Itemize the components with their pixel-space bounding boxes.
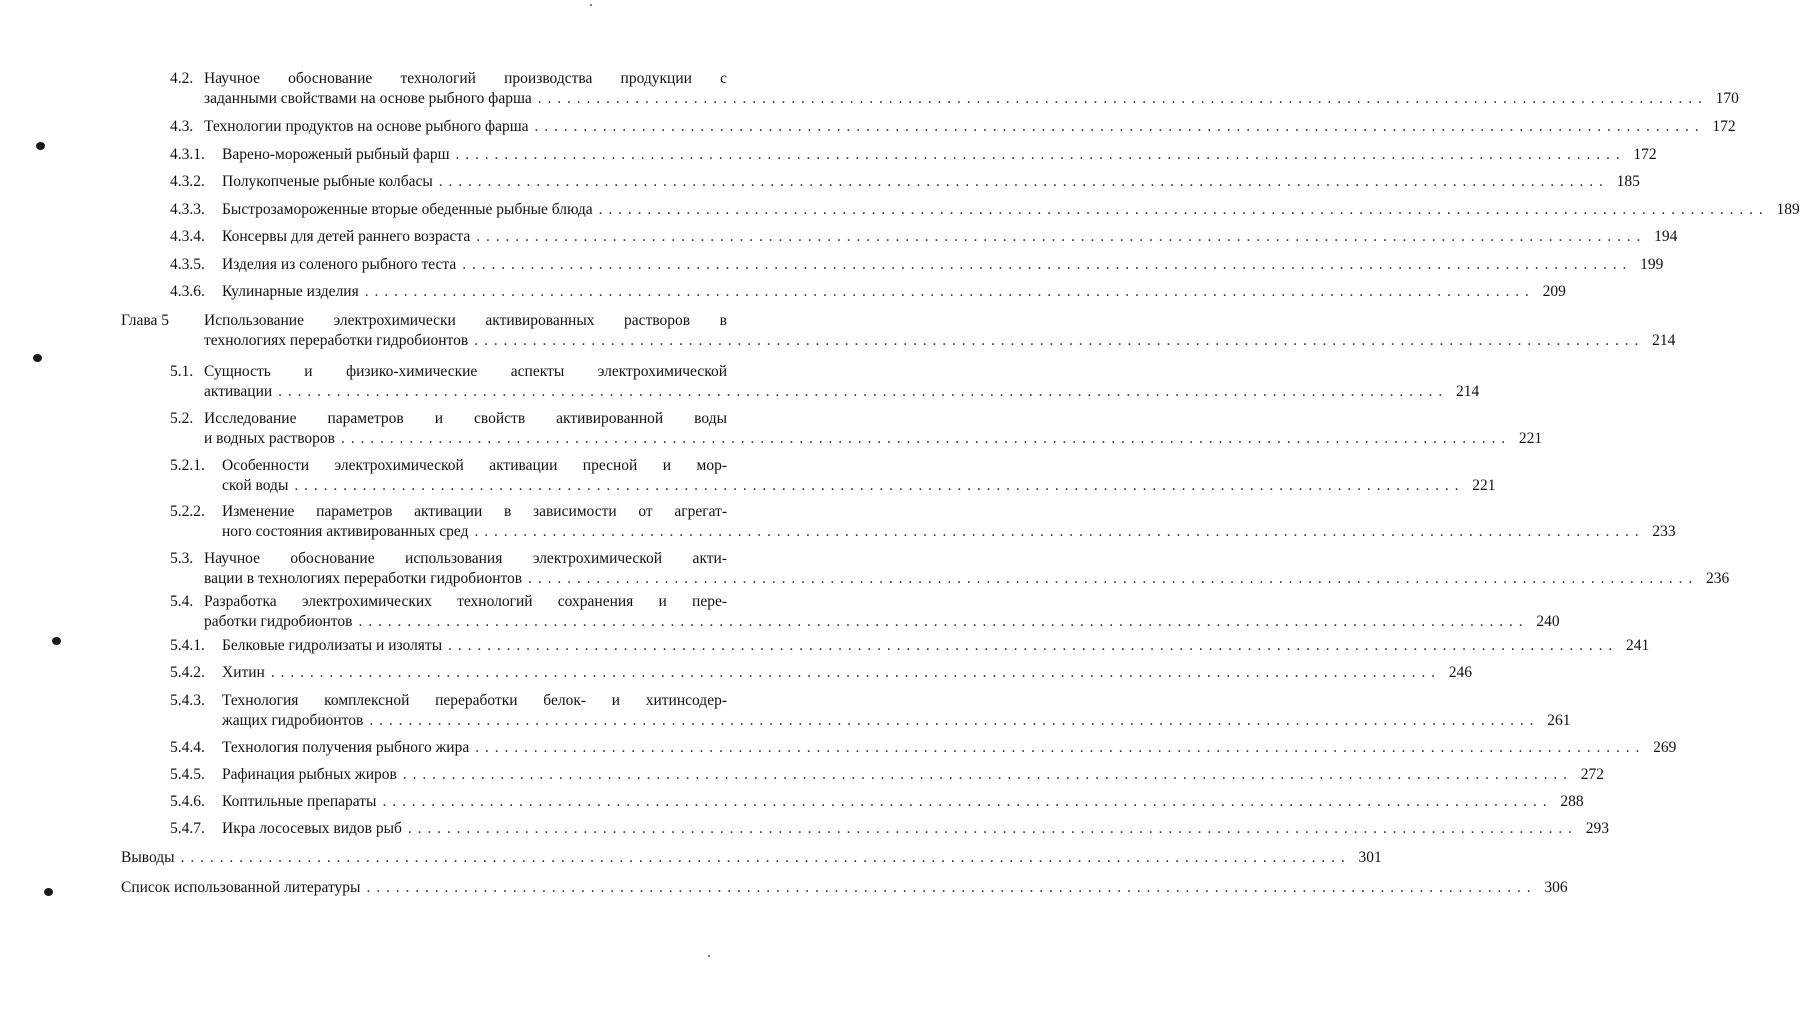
toc-entry-row: [204, 612, 1560, 632]
toc-entry-title-line: Сущность и физико-химические аспекты электрохимической: [204, 363, 727, 380]
toc-entry: [170, 549, 1730, 589]
dot-leader: . . . . . . . . . . . . . . . . . . . . . . . . . . . . . . . . . . . . . . . . . . . . . . . . . . . . . . . . . . . . . . . . . . . . . . . . . . . . . . . . . . . . . . . . . . . . . . . . . . . . . . . . . . . . . . . . . . . . . . . .: [407, 820, 1574, 837]
toc-entry-title: [121, 848, 1382, 868]
toc-entry-number: 5.4.2.: [170, 664, 205, 681]
toc-entry-row: [204, 569, 1730, 589]
toc-entry-title: [204, 409, 1543, 449]
toc-entry: [170, 592, 1560, 632]
page-number: 306: [1544, 879, 1568, 896]
page-number: 293: [1585, 820, 1610, 837]
toc-entry-row: [222, 522, 1676, 542]
page-number: 221: [1518, 430, 1543, 447]
toc-entry-number: 5.4.: [170, 593, 194, 610]
toc-entry-title: [222, 172, 1640, 192]
toc-entry-title: [222, 819, 1610, 839]
page-number: 172: [1633, 146, 1657, 163]
toc-entry-title: [222, 636, 1650, 656]
page-number: 209: [1542, 283, 1566, 300]
toc-entry-title: [222, 738, 1677, 758]
toc-entry-title-line: Изменение параметров активации в зависимости от агрегат-: [222, 503, 727, 520]
toc-entry: [170, 69, 1739, 109]
scan-speck: [708, 955, 710, 957]
toc-entry-title: [222, 282, 1566, 302]
dot-leader: . . . . . . . . . . . . . . . . . . . . . . . . . . . . . . . . . . . . . . . . . . . . . . . . . . . . . . . . . . . . . . . . . . . . . . . . . . . . . . . . . . . . . . . . . . . . . . . . . . . . . . . . . . . . . . . . . . . . . . . .: [598, 201, 1764, 218]
toc-entry-number: 5.4.3.: [170, 692, 205, 709]
toc-entry-number: 5.4.4.: [170, 739, 205, 756]
toc-entry: [170, 117, 1736, 137]
toc-entry-row: [121, 848, 1382, 868]
dot-leader: . . . . . . . . . . . . . . . . . . . . . . . . . . . . . . . . . . . . . . . . . . . . . . . . . . . . . . . . . . . . . . . . . . . . . . . . . . . . . . . . . . . . . . . . . . . . . . . . . . . . . . . . . . . . . . . . . . . . . . . .: [382, 793, 1548, 810]
toc-entry-title-line: Технологии продуктов на основе рыбного фарша: [204, 118, 529, 135]
toc-entry-title-line: Быстрозамороженные вторые обеденные рыбные блюда: [222, 201, 593, 218]
page-number: 189: [1776, 201, 1800, 218]
toc-entry: [170, 765, 1604, 785]
toc-entry-number: 5.4.7.: [170, 820, 205, 837]
toc-entry-title: [204, 311, 1676, 351]
toc-entry-title: [222, 663, 1472, 683]
toc-entry-title-line: Белковые гидролизаты и изоляты: [222, 637, 443, 654]
toc-entry-title-line: Особенности электрохимической активации пресной и мор-: [222, 457, 727, 474]
dot-leader: . . . . . . . . . . . . . . . . . . . . . . . . . . . . . . . . . . . . . . . . . . . . . . . . . . . . . . . . . . . . . . . . . . . . . . . . . . . . . . . . . . . . . . . . . . . . . . . . . . . . . . . . . . . . . . . . . . . . . . . .: [528, 570, 1694, 587]
toc-entry: [170, 502, 1676, 542]
page-number: 269: [1653, 739, 1677, 756]
toc-entry: [170, 172, 1640, 192]
toc-entry-title: [204, 592, 1560, 632]
toc-entry-number: 5.2.1.: [170, 457, 205, 474]
toc-entry-row: [222, 636, 1650, 656]
dot-leader: . . . . . . . . . . . . . . . . . . . . . . . . . . . . . . . . . . . . . . . . . . . . . . . . . . . . . . . . . . . . . . . . . . . . . . . . . . . . . . . . . . . . . . . . . . . . . . . . . . . . . . . . . . . . . . . . . . . . . . . .: [366, 879, 1532, 896]
toc-entry-title-line: работки гидробионтов: [204, 613, 353, 630]
page-number: 221: [1472, 477, 1496, 494]
page-number: 170: [1715, 90, 1739, 107]
toc-entry: [170, 255, 1664, 275]
toc-entry-title-line: Использование электрохимически активированных растворов в: [204, 312, 727, 329]
toc-entry-number: 5.4.1.: [170, 637, 205, 654]
dot-leader: . . . . . . . . . . . . . . . . . . . . . . . . . . . . . . . . . . . . . . . . . . . . . . . . . . . . . . . . . . . . . . . . . . . . . . . . . . . . . . . . . . . . . . . . . . . . . . . . . . . . . . . . . . . . . . . . . . . . . . . .: [294, 477, 1460, 494]
toc-entry-number: 4.3.3.: [170, 201, 205, 218]
dot-leader: . . . . . . . . . . . . . . . . . . . . . . . . . . . . . . . . . . . . . . . . . . . . . . . . . . . . . . . . . . . . . . . . . . . . . . . . . . . . . . . . . . . . . . . . . . . . . . . . . . . . . . . . . . . . . . . . . . . . . . . .: [278, 383, 1444, 400]
toc-entry-title: [222, 765, 1604, 785]
toc-entry-row: [222, 200, 1800, 220]
toc-entry: [0, 878, 1568, 898]
toc-entry-row: [222, 227, 1678, 247]
toc-entry: [0, 848, 1382, 868]
toc-entry-row: [222, 172, 1640, 192]
page-number: 272: [1580, 766, 1604, 783]
dot-leader: . . . . . . . . . . . . . . . . . . . . . . . . . . . . . . . . . . . . . . . . . . . . . . . . . . . . . . . . . . . . . . . . . . . . . . . . . . . . . . . . . . . . . . . . . . . . . . . . . . . . . . . . . . . . . . . . . . . . . . . .: [369, 712, 1535, 729]
toc-entry-row: [222, 711, 1571, 731]
page-number: 194: [1654, 228, 1678, 245]
toc-entry-title-line: заданными свойствами на основе рыбного фарша: [204, 90, 532, 107]
toc-entry-row: [222, 738, 1677, 758]
page-number: 214: [1456, 383, 1480, 400]
toc-entry-title-line: Коптильные препараты: [222, 793, 377, 810]
toc-entry: [170, 200, 1800, 220]
page-number: 233: [1652, 523, 1676, 540]
page-number: 240: [1536, 613, 1560, 630]
toc-entry-row: [222, 145, 1657, 165]
toc-entry-number: 5.4.6.: [170, 793, 205, 810]
toc-entry: [170, 738, 1677, 758]
toc-entry: [170, 636, 1650, 656]
dot-leader: . . . . . . . . . . . . . . . . . . . . . . . . . . . . . . . . . . . . . . . . . . . . . . . . . . . . . . . . . . . . . . . . . . . . . . . . . . . . . . . . . . . . . . . . . . . . . . . . . . . . . . . . . . . . . . . . . . . . . . . .: [180, 849, 1346, 866]
toc-entry: [170, 792, 1584, 812]
toc-entry: [121, 311, 1676, 351]
toc-entry-title-line: ской воды: [222, 477, 289, 494]
toc-entry-title: [204, 549, 1730, 589]
toc-entry-number: Глава 5: [121, 312, 170, 329]
toc-entry-title-line: Разработка электрохимических технологий сохранения и пере-: [204, 593, 727, 610]
toc-entry-row: [121, 878, 1568, 898]
toc-entry-title: [222, 691, 1571, 731]
toc-entry-number: 4.3.: [170, 118, 194, 135]
toc-entry-number: 4.3.2.: [170, 173, 205, 190]
dot-leader: . . . . . . . . . . . . . . . . . . . . . . . . . . . . . . . . . . . . . . . . . . . . . . . . . . . . . . . . . . . . . . . . . . . . . . . . . . . . . . . . . . . . . . . . . . . . . . . . . . . . . . . . . . . . . . . . . . . . . . . .: [475, 739, 1641, 756]
toc-entry-title-line: активации: [204, 383, 273, 400]
toc-entry-number: 4.2.: [170, 70, 194, 87]
toc-entry: [170, 819, 1610, 839]
toc-entry-title: [204, 117, 1736, 137]
toc-entry-number: 5.1.: [170, 363, 194, 380]
toc-entry-number: 5.2.: [170, 410, 194, 427]
toc-entry-title: [222, 145, 1657, 165]
page-number: 301: [1358, 849, 1382, 866]
dot-leader: . . . . . . . . . . . . . . . . . . . . . . . . . . . . . . . . . . . . . . . . . . . . . . . . . . . . . . . . . . . . . . . . . . . . . . . . . . . . . . . . . . . . . . . . . . . . . . . . . . . . . . . . . . . . . . . . . . . . . . . .: [534, 118, 1700, 135]
toc-entry-row: [204, 429, 1543, 449]
toc-entry-row: [222, 255, 1664, 275]
toc-entry-title: [222, 200, 1800, 220]
toc-entry-number: 4.3.1.: [170, 146, 205, 163]
toc-entry-title-line: Икра лососевых видов рыб: [222, 820, 402, 837]
toc-entry: [170, 663, 1472, 683]
toc-entry-row: [222, 476, 1496, 496]
toc-entry-title-line: Варено-мороженый рыбный фарш: [222, 146, 450, 163]
toc-entry-title-line: Список использованной литературы: [121, 879, 361, 896]
dot-leader: . . . . . . . . . . . . . . . . . . . . . . . . . . . . . . . . . . . . . . . . . . . . . . . . . . . . . . . . . . . . . . . . . . . . . . . . . . . . . . . . . . . . . . . . . . . . . . . . . . . . . . . . . . . . . . . . . . . . . . . .: [448, 637, 1614, 654]
page-number: 185: [1616, 173, 1640, 190]
toc-entry-title: [222, 227, 1678, 247]
dot-leader: . . . . . . . . . . . . . . . . . . . . . . . . . . . . . . . . . . . . . . . . . . . . . . . . . . . . . . . . . . . . . . . . . . . . . . . . . . . . . . . . . . . . . . . . . . . . . . . . . . . . . . . . . . . . . . . . . . . . . . . .: [476, 228, 1642, 245]
toc-entry-title-line: Научное обоснование технологий производства продукции с: [204, 70, 727, 87]
dot-leader: . . . . . . . . . . . . . . . . . . . . . . . . . . . . . . . . . . . . . . . . . . . . . . . . . . . . . . . . . . . . . . . . . . . . . . . . . . . . . . . . . . . . . . . . . . . . . . . . . . . . . . . . . . . . . . . . . . . . . . . .: [474, 332, 1640, 349]
dot-leader: . . . . . . . . . . . . . . . . . . . . . . . . . . . . . . . . . . . . . . . . . . . . . . . . . . . . . . . . . . . . . . . . . . . . . . . . . . . . . . . . . . . . . . . . . . . . . . . . . . . . . . . . . . . . . . . . . . . . . . . .: [402, 766, 1568, 783]
scan-speck: [590, 4, 592, 6]
toc-entry-row: [204, 89, 1739, 109]
toc-entry-row: [222, 282, 1566, 302]
toc-entry-title: [204, 69, 1739, 109]
dot-leader: . . . . . . . . . . . . . . . . . . . . . . . . . . . . . . . . . . . . . . . . . . . . . . . . . . . . . . . . . . . . . . . . . . . . . . . . . . . . . . . . . . . . . . . . . . . . . . . . . . . . . . . . . . . . . . . . . . . . . . . .: [455, 146, 1621, 163]
page-number: 172: [1712, 118, 1736, 135]
toc-entry-title-line: Изделия из соленого рыбного теста: [222, 256, 457, 273]
toc-entry-title: [222, 255, 1664, 275]
toc-entry: [170, 145, 1657, 165]
toc-entry: [170, 409, 1543, 449]
dot-leader: . . . . . . . . . . . . . . . . . . . . . . . . . . . . . . . . . . . . . . . . . . . . . . . . . . . . . . . . . . . . . . . . . . . . . . . . . . . . . . . . . . . . . . . . . . . . . . . . . . . . . . . . . . . . . . . . . . . . . . . .: [364, 283, 1530, 300]
toc-entry: [170, 282, 1566, 302]
page-number: 236: [1706, 570, 1730, 587]
page-number: 261: [1547, 712, 1571, 729]
toc-entry-title-line: Технология комплексной переработки белок- и хитинсодер-: [222, 692, 727, 709]
toc-entry-number: 4.3.6.: [170, 283, 205, 300]
toc-entry-title-line: Технология получения рыбного жира: [222, 739, 470, 756]
toc-entry-number: 4.3.4.: [170, 228, 205, 245]
toc-entry-title-line: и водных растворов: [204, 430, 335, 447]
toc-entry-row: [222, 765, 1604, 785]
binder-hole-mark: [33, 354, 42, 362]
toc-entry-title-line: Исследование параметров и свойств активированной воды: [204, 410, 727, 427]
toc-entry-number: 5.3.: [170, 550, 194, 567]
toc-entry-number: 5.4.5.: [170, 766, 205, 783]
page-number: 288: [1560, 793, 1584, 810]
toc-entry-title-line: Рафинация рыбных жиров: [222, 766, 397, 783]
toc-entry-title: [204, 362, 1480, 402]
toc-entry-title: [121, 878, 1568, 898]
page-number: 241: [1626, 637, 1650, 654]
dot-leader: . . . . . . . . . . . . . . . . . . . . . . . . . . . . . . . . . . . . . . . . . . . . . . . . . . . . . . . . . . . . . . . . . . . . . . . . . . . . . . . . . . . . . . . . . . . . . . . . . . . . . . . . . . . . . . . . . . . . . . . .: [438, 173, 1604, 190]
toc-entry: [170, 362, 1480, 402]
page-number: 246: [1448, 664, 1472, 681]
toc-entry-title-line: ного состояния активированных сред: [222, 523, 469, 540]
dot-leader: . . . . . . . . . . . . . . . . . . . . . . . . . . . . . . . . . . . . . . . . . . . . . . . . . . . . . . . . . . . . . . . . . . . . . . . . . . . . . . . . . . . . . . . . . . . . . . . . . . . . . . . . . . . . . . . . . . . . . . . .: [358, 613, 1524, 630]
toc-entry-row: [222, 819, 1610, 839]
binder-hole-mark: [44, 888, 53, 896]
page-number: 214: [1652, 332, 1676, 349]
toc-entry-title: [222, 502, 1676, 542]
toc-entry-title-line: технологиях переработки гидробионтов: [204, 332, 469, 349]
toc-entry-title-line: вации в технологиях переработки гидробионтов: [204, 570, 523, 587]
toc-entry-title-line: Полукопченые рыбные колбасы: [222, 173, 433, 190]
toc-entry-title-line: Выводы: [121, 849, 175, 866]
page-number: 199: [1640, 256, 1664, 273]
toc-entry: [170, 691, 1571, 731]
toc-entry: [170, 227, 1678, 247]
dot-leader: . . . . . . . . . . . . . . . . . . . . . . . . . . . . . . . . . . . . . . . . . . . . . . . . . . . . . . . . . . . . . . . . . . . . . . . . . . . . . . . . . . . . . . . . . . . . . . . . . . . . . . . . . . . . . . . . . . . . . . . .: [462, 256, 1628, 273]
toc-entry-row: [222, 663, 1472, 683]
toc-entry-title: [222, 792, 1584, 812]
toc-entry: [170, 456, 1496, 496]
toc-entry-title-line: жащих гидробионтов: [222, 712, 364, 729]
dot-leader: . . . . . . . . . . . . . . . . . . . . . . . . . . . . . . . . . . . . . . . . . . . . . . . . . . . . . . . . . . . . . . . . . . . . . . . . . . . . . . . . . . . . . . . . . . . . . . . . . . . . . . . . . . . . . . . . . . . . . . . .: [474, 523, 1640, 540]
toc-entry-row: [204, 331, 1676, 351]
toc-entry-title-line: Хитин: [222, 664, 265, 681]
toc-entry-row: [204, 382, 1480, 402]
toc-entry-title-line: Консервы для детей раннего возраста: [222, 228, 471, 245]
toc-entry-number: 5.2.2.: [170, 503, 205, 520]
toc-entry-row: [222, 792, 1584, 812]
dot-leader: . . . . . . . . . . . . . . . . . . . . . . . . . . . . . . . . . . . . . . . . . . . . . . . . . . . . . . . . . . . . . . . . . . . . . . . . . . . . . . . . . . . . . . . . . . . . . . . . . . . . . . . . . . . . . . . . . . . . . . . .: [270, 664, 1436, 681]
toc-entry-number: 4.3.5.: [170, 256, 205, 273]
toc-entry-row: [204, 117, 1736, 137]
toc-entry-title-line: Научное обоснование использования электрохимической акти-: [204, 550, 727, 567]
binder-hole-mark: [36, 142, 45, 150]
toc-entry-title-line: Кулинарные изделия: [222, 283, 359, 300]
dot-leader: . . . . . . . . . . . . . . . . . . . . . . . . . . . . . . . . . . . . . . . . . . . . . . . . . . . . . . . . . . . . . . . . . . . . . . . . . . . . . . . . . . . . . . . . . . . . . . . . . . . . . . . . . . . . . . . . . . . . . . . .: [340, 430, 1507, 447]
toc-entry-title: [222, 456, 1496, 496]
binder-hole-mark: [52, 637, 61, 645]
dot-leader: . . . . . . . . . . . . . . . . . . . . . . . . . . . . . . . . . . . . . . . . . . . . . . . . . . . . . . . . . . . . . . . . . . . . . . . . . . . . . . . . . . . . . . . . . . . . . . . . . . . . . . . . . . . . . . . . . . . . . . . .: [537, 90, 1703, 107]
